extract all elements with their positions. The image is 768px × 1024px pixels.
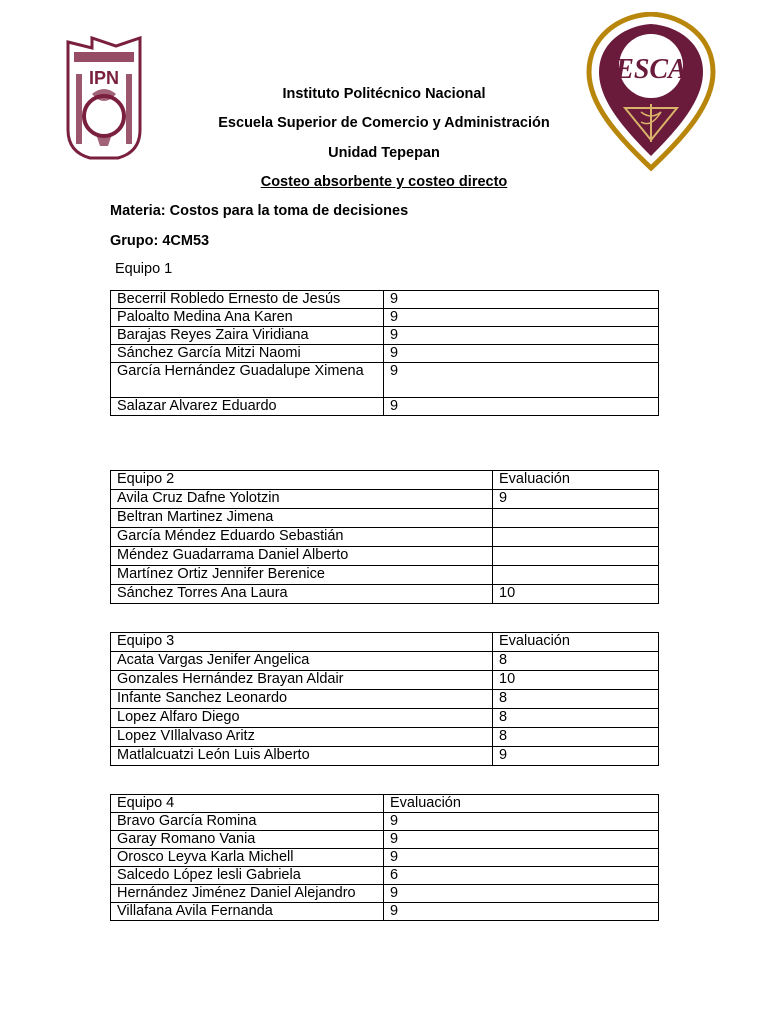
table-row xyxy=(111,585,659,604)
table-row xyxy=(111,709,659,728)
topic-wrapper xyxy=(110,174,658,190)
grade-cell: 9 xyxy=(384,885,659,903)
table-row xyxy=(111,327,659,345)
table-row xyxy=(111,547,659,566)
table-row xyxy=(111,490,659,509)
table-row xyxy=(111,867,659,885)
team-name-cell: Equipo 4 xyxy=(111,795,384,813)
student-name-cell: Avila Cruz Dafne Yolotzin xyxy=(111,490,493,509)
table-row xyxy=(111,747,659,766)
unit-title: Unidad Tepepan xyxy=(328,145,440,161)
team4-table xyxy=(110,794,659,921)
grade-cell: 9 xyxy=(493,490,659,509)
student-name-cell: Villafana Avila Fernanda xyxy=(111,903,384,921)
student-name-cell: Méndez Guadarrama Daniel Alberto xyxy=(111,547,493,566)
table-header-row xyxy=(111,471,659,490)
student-name-cell: Lopez VIllalvaso Aritz xyxy=(111,728,493,747)
grade-cell xyxy=(493,509,659,528)
grade-cell: 8 xyxy=(493,690,659,709)
evaluation-header-cell: Evaluación xyxy=(493,471,659,490)
table-row xyxy=(111,903,659,921)
student-name-cell: Acata Vargas Jenifer Angelica xyxy=(111,652,493,671)
student-name-cell: Martínez Ortiz Jennifer Berenice xyxy=(111,566,493,585)
student-name-cell: Hernández Jiménez Daniel Alejandro xyxy=(111,885,384,903)
student-name-cell: Garay Romano Vania xyxy=(111,831,384,849)
subject-line: Materia: Costos para la toma de decisiones xyxy=(110,203,409,219)
grade-cell xyxy=(493,528,659,547)
grade-cell: 9 xyxy=(384,903,659,921)
table-row xyxy=(111,509,659,528)
student-name-cell: Gonzales Hernández Brayan Aldair xyxy=(111,671,493,690)
evaluation-header-cell: Evaluación xyxy=(493,633,659,652)
group-line: Grupo: 4CM53 xyxy=(110,233,210,249)
student-name-cell: Beltran Martinez Jimena xyxy=(111,509,493,528)
grade-cell: 9 xyxy=(384,327,659,345)
grade-cell: 9 xyxy=(493,747,659,766)
student-name-cell: Matlalcuatzi León Luis Alberto xyxy=(111,747,493,766)
grade-cell xyxy=(493,566,659,585)
table-row xyxy=(111,849,659,867)
table-row xyxy=(111,566,659,585)
student-name-cell: Sánchez Torres Ana Laura xyxy=(111,585,493,604)
grade-cell: 10 xyxy=(493,585,659,604)
grade-cell: 9 xyxy=(384,849,659,867)
table-row xyxy=(111,345,659,363)
grade-cell: 9 xyxy=(384,291,659,309)
grade-cell: 9 xyxy=(384,345,659,363)
school-title: Escuela Superior de Comercio y Administración xyxy=(218,115,550,131)
team-name-cell: Equipo 2 xyxy=(111,471,493,490)
grade-cell: 10 xyxy=(493,671,659,690)
evaluation-header-cell: Evaluación xyxy=(384,795,659,813)
grade-cell: 9 xyxy=(384,363,659,398)
team1-table xyxy=(110,290,659,416)
student-name-cell: Infante Sanchez Leonardo xyxy=(111,690,493,709)
grade-cell: 6 xyxy=(384,867,659,885)
student-name-cell: Sánchez García Mitzi Naomi xyxy=(111,345,384,363)
student-name-cell: Becerril Robledo Ernesto de Jesús xyxy=(111,291,384,309)
student-name-cell: Paloalto Medina Ana Karen xyxy=(111,309,384,327)
grade-cell: 9 xyxy=(384,309,659,327)
grade-cell: 9 xyxy=(384,398,659,416)
student-name-cell: Salazar Alvarez Eduardo xyxy=(111,398,384,416)
grade-cell: 9 xyxy=(384,813,659,831)
grade-cell: 8 xyxy=(493,709,659,728)
table-row xyxy=(111,363,659,398)
student-name-cell: Lopez Alfaro Diego xyxy=(111,709,493,728)
table-row xyxy=(111,291,659,309)
student-name-cell: Bravo García Romina xyxy=(111,813,384,831)
topic-title: Costeo absorbente y costeo directo xyxy=(260,174,508,190)
student-name-cell: García Hernández Guadalupe Ximena xyxy=(111,363,384,398)
table-row xyxy=(111,398,659,416)
grade-cell: 8 xyxy=(493,728,659,747)
team3-table xyxy=(110,632,659,766)
table-row xyxy=(111,813,659,831)
team1-label: Equipo 1 xyxy=(115,261,173,277)
team2-table xyxy=(110,470,659,604)
grade-cell xyxy=(493,547,659,566)
team-name-cell: Equipo 3 xyxy=(111,633,493,652)
student-name-cell: García Méndez Eduardo Sebastián xyxy=(111,528,493,547)
table-row xyxy=(111,690,659,709)
table-row xyxy=(111,309,659,327)
student-name-cell: Barajas Reyes Zaira Viridiana xyxy=(111,327,384,345)
table-row xyxy=(111,671,659,690)
institute-title: Instituto Politécnico Nacional xyxy=(282,86,486,102)
student-name-cell: Orosco Leyva Karla Michell xyxy=(111,849,384,867)
table-row xyxy=(111,885,659,903)
table-row xyxy=(111,831,659,849)
student-name-cell: Salcedo López lesli Gabriela xyxy=(111,867,384,885)
table-header-row xyxy=(111,795,659,813)
esca-logo-text: ESCA xyxy=(615,54,687,85)
grade-cell: 8 xyxy=(493,652,659,671)
table-row xyxy=(111,728,659,747)
table-row xyxy=(111,528,659,547)
grade-cell: 9 xyxy=(384,831,659,849)
table-row xyxy=(111,652,659,671)
ipn-logo-text: IPN xyxy=(88,68,120,88)
table-header-row xyxy=(111,633,659,652)
